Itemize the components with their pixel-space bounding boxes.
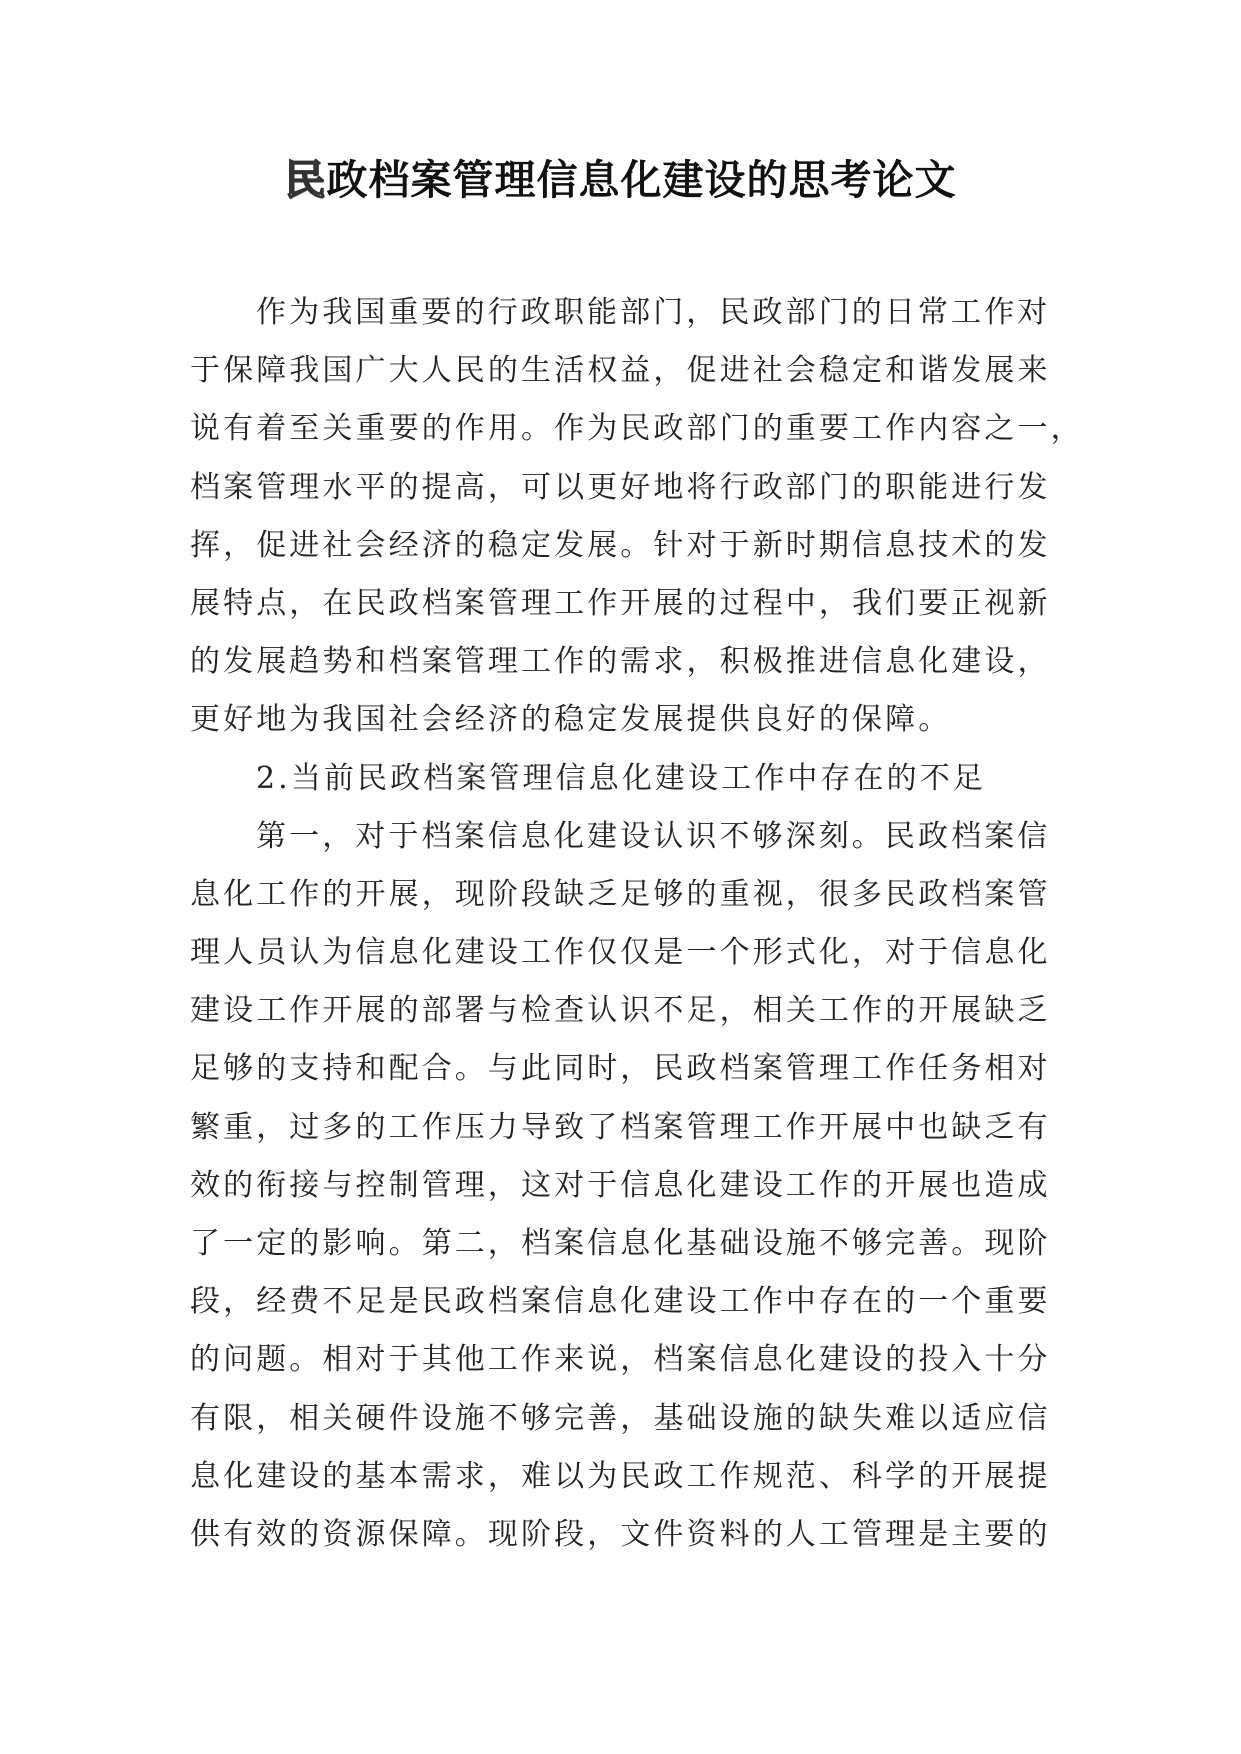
text-line: 展特点，在民政档案管理工作开展的过程中，我们要正视新 bbox=[190, 585, 1051, 621]
text-line: 繁重，过多的工作压力导致了档案管理工作开展中也缺乏有 bbox=[190, 1109, 1051, 1145]
text-line: 有限，相关硬件设施不够完善，基础设施的缺失难以适应信 bbox=[190, 1400, 1051, 1436]
text-line: 更好地为我国社会经济的稳定发展提供良好的保障。 bbox=[190, 702, 952, 738]
section-heading bbox=[190, 750, 1050, 808]
text-line: 建设工作开展的部署与检查认识不足，相关工作的开展缺乏 bbox=[190, 993, 1051, 1029]
title-text: 政档案管理信息化建设的思考论文 bbox=[326, 156, 957, 204]
text-line: 档案管理水平的提高，可以更好地将行政部门的职能进行发 bbox=[190, 469, 1051, 505]
text-line: 挥，促进社会经济的稳定发展。针对于新时期信息技术的发 bbox=[190, 527, 1051, 563]
heading-line: 2.当前民政档案管理信息化建设工作中存在的不足 bbox=[256, 760, 986, 796]
text-line: 于保障我国广大人民的生活权益，促进社会稳定和谐发展来 bbox=[190, 353, 1051, 389]
text-line: 第一，对于档案信息化建设认识不够深刻。民政档案信 bbox=[256, 818, 1051, 854]
text-line: 说有着至关重要的作用。作为民政部门的重要工作内容之一， bbox=[190, 411, 1084, 447]
paragraph-intro bbox=[190, 284, 1084, 750]
text-line: 足够的支持和配合。与此同时，民政档案管理工作任务相对 bbox=[190, 1051, 1051, 1087]
text-line: 效的衔接与控制管理，这对于信息化建设工作的开展也造成 bbox=[190, 1167, 1051, 1203]
text-line: 息化工作的开展，现阶段缺乏足够的重视，很多民政档案管 bbox=[190, 876, 1051, 912]
document-body bbox=[190, 284, 1084, 1564]
text-line: 了一定的影响。第二，档案信息化基础设施不够完善。现阶 bbox=[190, 1226, 1051, 1261]
text-line: 理人员认为信息化建设工作仅仅是一个形式化，对于信息化 bbox=[190, 935, 1051, 971]
paragraph-body bbox=[190, 808, 1050, 1564]
text-line: 的问题。相对于其他工作来说，档案信息化建设的投入十分 bbox=[190, 1342, 1051, 1378]
text-line: 供有效的资源保障。现阶段，文件资料的人工管理是主要的 bbox=[190, 1516, 1051, 1552]
text-line: 段，经费不足是民政档案信息化建设工作中存在的一个重要 bbox=[190, 1284, 1051, 1320]
text-line: 息化建设的基本需求，难以为民政工作规范、科学的开展提 bbox=[190, 1458, 1051, 1494]
document-title bbox=[0, 152, 1241, 208]
title-first-character: 民 bbox=[284, 156, 327, 204]
text-line: 的发展趋势和档案管理工作的需求，积极推进信息化建设， bbox=[190, 644, 1051, 680]
text-line: 作为我国重要的行政职能部门，民政部门的日常工作对 bbox=[256, 295, 1051, 330]
